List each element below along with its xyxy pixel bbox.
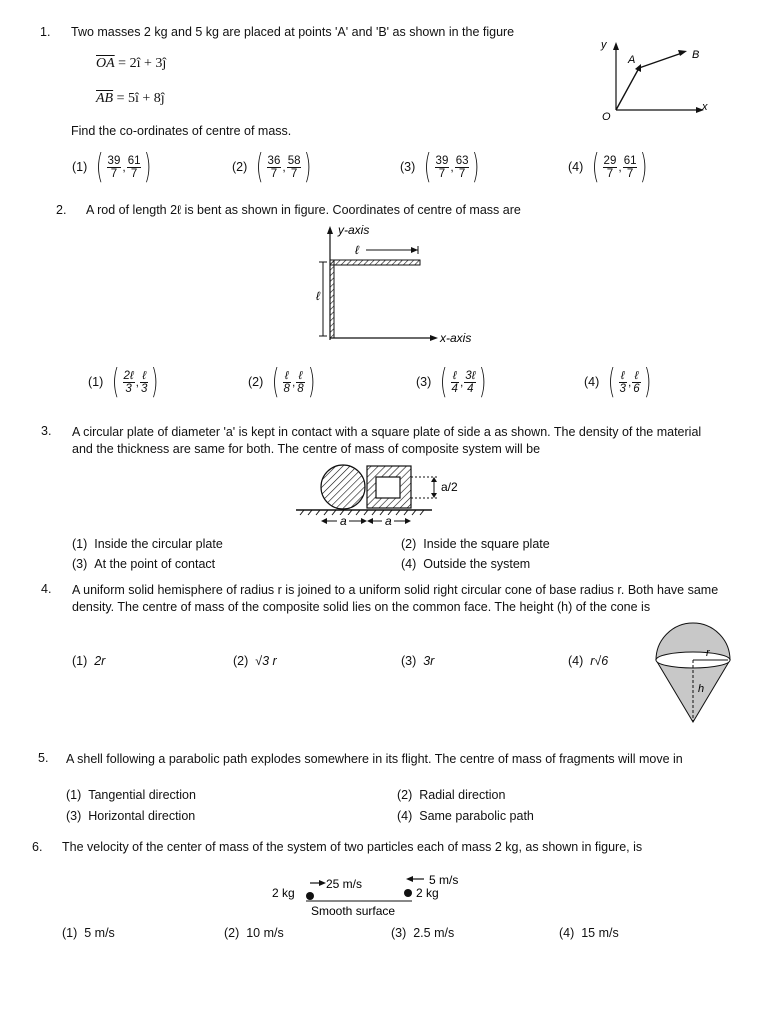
q3-option-1[interactable] bbox=[72, 537, 223, 551]
q1-option-2-label: (2) bbox=[232, 160, 248, 174]
q2-option-2[interactable]: (2) ( $\frac{\text{ℓ}}{8}$ , $\frac{\text{ℓ}}{8}$ ) bbox=[248, 362, 315, 402]
q1-option-1-x: $\frac{39}{7}$ bbox=[107, 154, 121, 180]
q6-label-v1: 25 m/s bbox=[326, 877, 363, 891]
q2-y-arrowhead bbox=[327, 226, 333, 234]
q3-option-2[interactable] bbox=[401, 537, 550, 551]
q4-figure bbox=[652, 618, 742, 726]
q2-figure bbox=[310, 222, 480, 348]
q6-label-surface: Smooth surface bbox=[311, 904, 396, 918]
q1-option-4-label: (4) bbox=[568, 160, 584, 174]
q1-label-b: B bbox=[692, 49, 700, 61]
q2-label-xaxis: x-axis bbox=[440, 331, 472, 345]
q2-option-4-y: $\frac{\text{ℓ}}{6}$ bbox=[633, 369, 640, 395]
q4-label-r: r bbox=[706, 647, 710, 659]
q3-label-half: a/2 bbox=[441, 480, 458, 494]
q6-option-2[interactable] bbox=[224, 926, 284, 940]
q6-particle-1 bbox=[306, 892, 314, 900]
q4-option-2-label: (2) bbox=[233, 654, 249, 668]
q6-label-m1: 2 kg bbox=[272, 886, 295, 900]
q3-option-2-label: (2) bbox=[401, 537, 417, 551]
q2-option-4[interactable]: (4) ( $\frac{\text{ℓ}}{3}$ , $\frac{\text{ℓ}}{6}$ ) bbox=[584, 362, 651, 402]
q2-option-2-x: $\frac{\text{ℓ}}{8}$ bbox=[283, 369, 290, 395]
q2-option-1-label: (1) bbox=[88, 375, 104, 389]
q1-figure bbox=[596, 38, 726, 124]
q4-option-3-text: 3r bbox=[423, 654, 435, 668]
q2-option-4-x: $\frac{\text{ℓ}}{3}$ bbox=[619, 369, 626, 395]
q4-number: 4. bbox=[41, 582, 52, 596]
q2-rod-horizontal bbox=[330, 260, 420, 265]
q1-option-2[interactable]: (2) ( $\frac{36}{7}$ , $\frac{58}{7}$ ) bbox=[232, 147, 312, 187]
q2-option-1[interactable]: (1) ( $\frac{\text{2ℓ}}{3}$ , $\frac{\text{ℓ}}{3}$ ) bbox=[88, 362, 159, 402]
q2-option-3-label: (3) bbox=[416, 375, 432, 389]
q4-option-2-text: √3 r bbox=[255, 654, 277, 668]
q5-option-1[interactable] bbox=[66, 788, 196, 802]
q5-number: 5. bbox=[38, 751, 49, 765]
q6-option-1[interactable] bbox=[62, 926, 115, 940]
q5-option-4-text: Same parabolic path bbox=[419, 809, 534, 823]
q1-eq-ab-rhs: = 5î + 8ĵ bbox=[113, 91, 165, 106]
q2-label-yaxis: y-axis bbox=[338, 223, 370, 237]
q3-option-2-text: Inside the square plate bbox=[423, 537, 550, 551]
q1-option-4-y: $\frac{61}{7}$ bbox=[623, 154, 637, 180]
q3-option-1-label: (1) bbox=[72, 537, 88, 551]
q5-option-2-label: (2) bbox=[397, 788, 413, 802]
q2-number: 2. bbox=[56, 203, 67, 217]
q2-option-1-y: $\frac{\text{ℓ}}{3}$ bbox=[141, 369, 148, 395]
q2-option-1-x: $\frac{\text{2ℓ}}{3}$ bbox=[123, 369, 134, 395]
q5-option-1-label: (1) bbox=[66, 788, 82, 802]
q2-label-l-top: ℓ bbox=[355, 243, 359, 257]
q3-option-1-text: Inside the circular plate bbox=[94, 537, 223, 551]
q6-option-2-label: (2) bbox=[224, 926, 240, 940]
q2-label-l-side: ℓ bbox=[316, 289, 320, 303]
q5-option-3-label: (3) bbox=[66, 809, 82, 823]
q3-option-3-label: (3) bbox=[72, 557, 88, 571]
q1-vector-ab bbox=[639, 53, 682, 68]
q2-text: A rod of length 2ℓ is bent as shown in figure. Coordinates of centre of mass are bbox=[86, 203, 521, 217]
q1-option-3[interactable]: (3) ( $\frac{39}{7}$ , $\frac{63}{7}$ ) bbox=[400, 147, 480, 187]
q1-eq-oa-lhs: $\overline{OA}$ bbox=[96, 56, 115, 71]
q2-option-2-y: $\frac{\text{ℓ}}{8}$ bbox=[297, 369, 304, 395]
q2-option-3-x: $\frac{\text{ℓ}}{4}$ bbox=[451, 369, 458, 395]
q4-option-1-label: (1) bbox=[72, 654, 88, 668]
q6-option-4-text: 15 m/s bbox=[581, 926, 619, 940]
q4-option-3-label: (3) bbox=[401, 654, 417, 668]
q4-label-h: h bbox=[698, 683, 705, 695]
q4-option-1[interactable] bbox=[72, 654, 105, 668]
q5-text: A shell following a parabolic path explodes somewhere in its flight. The centre of mass of fragments will move in bbox=[66, 752, 683, 766]
q1-option-4-x: $\frac{29}{7}$ bbox=[603, 154, 617, 180]
q1-eq-ab bbox=[96, 91, 165, 107]
q1-label-a: A bbox=[628, 54, 636, 66]
q1-option-1-label: (1) bbox=[72, 160, 88, 174]
q6-option-4-label: (4) bbox=[559, 926, 575, 940]
q3-label-a1: a bbox=[340, 514, 347, 528]
q2-rod-vertical bbox=[330, 260, 334, 338]
q5-option-2[interactable] bbox=[397, 788, 505, 802]
q1-option-4[interactable]: (4) ( $\frac{29}{7}$ , $\frac{61}{7}$ ) bbox=[568, 147, 648, 187]
q2-x-arrowhead bbox=[430, 335, 438, 341]
q3-circular-plate bbox=[321, 465, 365, 509]
q6-option-3-label: (3) bbox=[391, 926, 407, 940]
q2-option-4-label: (4) bbox=[584, 375, 600, 389]
q5-option-4[interactable] bbox=[397, 809, 534, 823]
q1-find: Find the co-ordinates of centre of mass. bbox=[71, 124, 292, 138]
q5-option-1-text: Tangential direction bbox=[88, 788, 196, 802]
q6-option-1-label: (1) bbox=[62, 926, 78, 940]
q2-option-3[interactable]: (3) ( $\frac{\text{ℓ}}{4}$ , $\frac{\text{3ℓ}}{4}$ ) bbox=[416, 362, 487, 402]
q6-label-m2: 2 kg bbox=[416, 886, 439, 900]
q4-text: A uniform solid hemisphere of radius r is joined to a uniform solid right circular cone of base radius r. Both have same density. The centre of mass of the composite solid lies on the common face. The height (h) of the cone is bbox=[72, 583, 719, 614]
q3-option-4[interactable] bbox=[401, 557, 530, 571]
q1-option-3-y: $\frac{63}{7}$ bbox=[455, 154, 469, 180]
q3-number: 3. bbox=[41, 424, 52, 438]
q4-option-4-text: r√6 bbox=[590, 654, 609, 668]
q1-text: Two masses 2 kg and 5 kg are placed at points 'A' and 'B' as shown in the figure bbox=[71, 25, 515, 39]
q1-eq-oa bbox=[96, 56, 166, 72]
q1-eq-ab-lhs: $\overline{AB}$ bbox=[96, 91, 114, 106]
q1-option-1[interactable]: (1) ( $\frac{39}{7}$ , $\frac{61}{7}$ ) bbox=[72, 147, 152, 187]
q4-option-2[interactable] bbox=[233, 654, 277, 668]
q3-text: A circular plate of diameter 'a' is kept in contact with a square plate of side a as shown. The density of the material and the thickness are same for both. The centre of mass of composite system will be bbox=[72, 425, 702, 456]
q3-label-a2: a bbox=[385, 514, 392, 528]
q6-option-3-text: 2.5 m/s bbox=[413, 926, 455, 940]
q5-option-3[interactable] bbox=[66, 809, 195, 823]
q6-option-1-text: 5 m/s bbox=[84, 926, 115, 940]
q3-option-3[interactable] bbox=[72, 557, 215, 571]
q6-option-2-text: 10 m/s bbox=[246, 926, 284, 940]
q2-option-2-label: (2) bbox=[248, 375, 264, 389]
q1-option-2-x: $\frac{36}{7}$ bbox=[267, 154, 281, 180]
q3-option-4-text: Outside the system bbox=[423, 557, 531, 571]
q6-particle-2 bbox=[404, 889, 412, 897]
q1-option-2-y: $\frac{58}{7}$ bbox=[287, 154, 301, 180]
q6-option-4[interactable] bbox=[559, 926, 619, 940]
q1-label-o: O bbox=[602, 111, 611, 123]
q4-option-4-label: (4) bbox=[568, 654, 584, 668]
q3-option-3-text: At the point of contact bbox=[94, 557, 216, 571]
q4-option-4[interactable] bbox=[568, 654, 608, 668]
q6-option-3[interactable] bbox=[391, 926, 454, 940]
q1-eq-oa-rhs: = 2î + 3ĵ bbox=[114, 56, 167, 71]
q5-option-3-text: Horizontal direction bbox=[88, 809, 196, 823]
q1-y-arrowhead bbox=[613, 42, 619, 50]
q6-text: The velocity of the center of mass of the system of two particles each of mass 2 kg, as shown in figure, is bbox=[62, 840, 643, 854]
q5-option-2-text: Radial direction bbox=[419, 788, 506, 802]
q1-ab-arrowhead bbox=[678, 50, 687, 56]
q1-option-3-label: (3) bbox=[400, 160, 416, 174]
q1-option-1-y: $\frac{61}{7}$ bbox=[127, 154, 141, 180]
q3-square-cutout bbox=[376, 477, 400, 498]
q1-label-x: x bbox=[702, 101, 708, 113]
q1-option-3-x: $\frac{39}{7}$ bbox=[435, 154, 449, 180]
q2-option-3-y: $\frac{\text{3ℓ}}{4}$ bbox=[465, 369, 476, 395]
q6-label-v2: 5 m/s bbox=[429, 873, 459, 887]
q1-vector-oa bbox=[616, 68, 639, 110]
q1-label-y: y bbox=[601, 39, 607, 51]
q6-figure bbox=[264, 868, 484, 922]
q3-figure bbox=[292, 460, 462, 530]
q4-option-1-text: 2r bbox=[94, 654, 106, 668]
q6-number: 6. bbox=[32, 840, 43, 854]
q4-option-3[interactable] bbox=[401, 654, 434, 668]
q5-option-4-label: (4) bbox=[397, 809, 413, 823]
q3-option-4-label: (4) bbox=[401, 557, 417, 571]
q1-number: 1. bbox=[40, 25, 51, 39]
